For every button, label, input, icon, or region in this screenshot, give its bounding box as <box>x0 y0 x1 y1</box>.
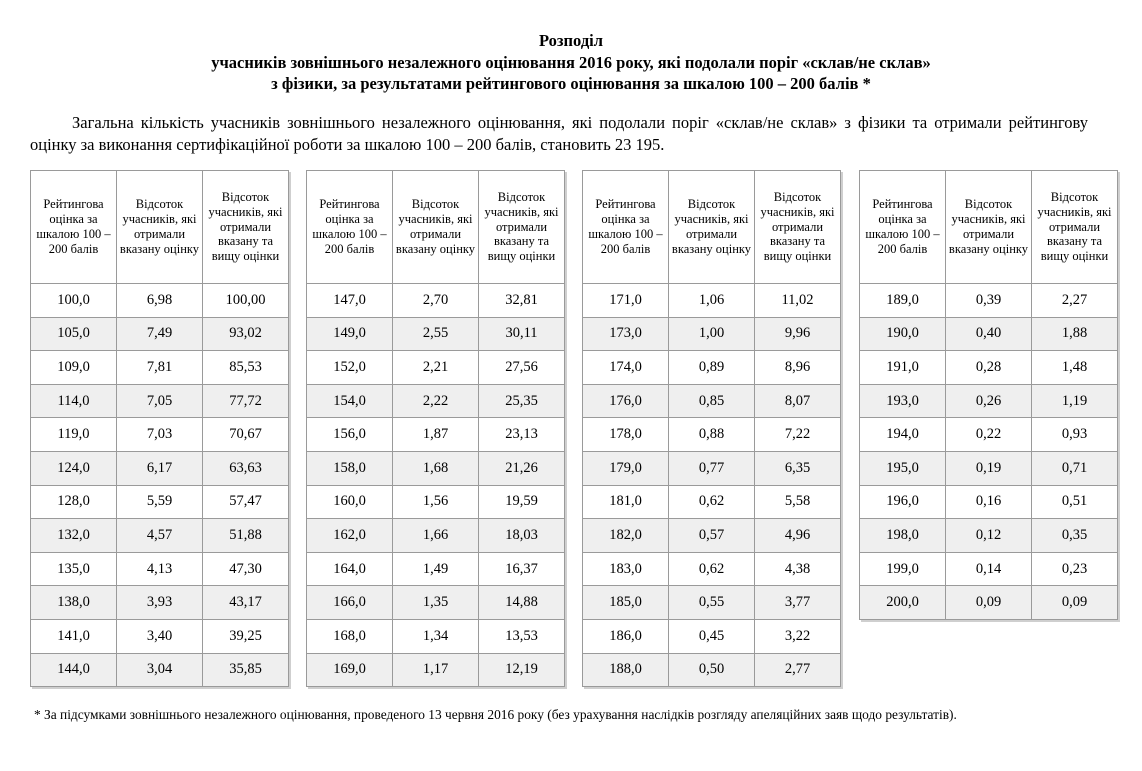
table-row <box>583 619 841 653</box>
header-score: Рейтингова оцінка за шкалою 100 – 200 балів <box>860 171 946 284</box>
percent-cell: 0,88 <box>669 418 755 452</box>
percent-cell: 5,59 <box>117 485 203 519</box>
cumulative-cell: 39,25 <box>203 619 289 653</box>
table-row <box>31 586 289 620</box>
table-header-row <box>860 171 1118 284</box>
percent-cell: 0,12 <box>946 519 1032 553</box>
percent-cell: 1,17 <box>393 653 479 687</box>
header-cumulative: Відсоток учасників, які отримали вказану та вищу оцінки <box>479 171 565 284</box>
table-row <box>31 284 289 318</box>
cumulative-cell: 51,88 <box>203 519 289 553</box>
cumulative-cell: 8,96 <box>755 351 841 385</box>
score-table-2 <box>306 170 565 687</box>
cumulative-cell: 0,51 <box>1032 485 1118 519</box>
percent-cell: 0,85 <box>669 384 755 418</box>
score-cell: 147,0 <box>307 284 393 318</box>
score-cell: 190,0 <box>860 317 946 351</box>
table-row <box>860 418 1118 452</box>
cumulative-cell: 63,63 <box>203 451 289 485</box>
score-cell: 188,0 <box>583 653 669 687</box>
score-cell: 144,0 <box>31 653 117 687</box>
score-cell: 149,0 <box>307 317 393 351</box>
cumulative-cell: 1,48 <box>1032 351 1118 385</box>
table-row <box>860 317 1118 351</box>
cumulative-cell: 25,35 <box>479 384 565 418</box>
percent-cell: 6,17 <box>117 451 203 485</box>
cumulative-cell: 2,77 <box>755 653 841 687</box>
table-row <box>31 485 289 519</box>
cumulative-cell: 16,37 <box>479 552 565 586</box>
percent-cell: 0,62 <box>669 485 755 519</box>
percent-cell: 0,28 <box>946 351 1032 385</box>
percent-cell: 7,05 <box>117 384 203 418</box>
percent-cell: 2,22 <box>393 384 479 418</box>
table-row <box>583 451 841 485</box>
table-row <box>307 619 565 653</box>
score-cell: 156,0 <box>307 418 393 452</box>
score-cell: 154,0 <box>307 384 393 418</box>
table-row <box>583 384 841 418</box>
table-body <box>307 284 565 687</box>
table-row <box>860 451 1118 485</box>
score-cell: 193,0 <box>860 384 946 418</box>
table-row <box>860 384 1118 418</box>
table-row <box>583 519 841 553</box>
table-row <box>31 519 289 553</box>
header-score: Рейтингова оцінка за шкалою 100 – 200 балів <box>583 171 669 284</box>
cumulative-cell: 14,88 <box>479 586 565 620</box>
percent-cell: 0,40 <box>946 317 1032 351</box>
cumulative-cell: 57,47 <box>203 485 289 519</box>
score-cell: 185,0 <box>583 586 669 620</box>
cumulative-cell: 43,17 <box>203 586 289 620</box>
score-table-3 <box>582 170 841 687</box>
percent-cell: 6,98 <box>117 284 203 318</box>
percent-cell: 0,89 <box>669 351 755 385</box>
table-header-row <box>307 171 565 284</box>
header-percent: Відсоток учасників, які отримали вказану оцінку <box>393 171 479 284</box>
cumulative-cell: 0,23 <box>1032 552 1118 586</box>
score-cell: 189,0 <box>860 284 946 318</box>
percent-cell: 0,16 <box>946 485 1032 519</box>
percent-cell: 1,35 <box>393 586 479 620</box>
cumulative-cell: 8,07 <box>755 384 841 418</box>
table-row <box>860 485 1118 519</box>
table-row <box>860 284 1118 318</box>
percent-cell: 7,03 <box>117 418 203 452</box>
table-row <box>583 552 841 586</box>
score-cell: 173,0 <box>583 317 669 351</box>
table-row <box>31 418 289 452</box>
percent-cell: 0,26 <box>946 384 1032 418</box>
score-cell: 183,0 <box>583 552 669 586</box>
percent-cell: 1,00 <box>669 317 755 351</box>
score-cell: 135,0 <box>31 552 117 586</box>
table-row <box>583 418 841 452</box>
score-cell: 182,0 <box>583 519 669 553</box>
table-body <box>860 284 1118 620</box>
cumulative-cell: 32,81 <box>479 284 565 318</box>
score-cell: 105,0 <box>31 317 117 351</box>
table-row <box>31 451 289 485</box>
percent-cell: 0,55 <box>669 586 755 620</box>
percent-cell: 2,21 <box>393 351 479 385</box>
header-score: Рейтингова оцінка за шкалою 100 – 200 балів <box>31 171 117 284</box>
score-cell: 114,0 <box>31 384 117 418</box>
score-cell: 168,0 <box>307 619 393 653</box>
score-cell: 166,0 <box>307 586 393 620</box>
score-cell: 195,0 <box>860 451 946 485</box>
cumulative-cell: 0,35 <box>1032 519 1118 553</box>
cumulative-cell: 12,19 <box>479 653 565 687</box>
cumulative-cell: 1,88 <box>1032 317 1118 351</box>
cumulative-cell: 7,22 <box>755 418 841 452</box>
table-row <box>307 552 565 586</box>
percent-cell: 0,22 <box>946 418 1032 452</box>
percent-cell: 1,34 <box>393 619 479 653</box>
table-row <box>860 552 1118 586</box>
score-cell: 119,0 <box>31 418 117 452</box>
score-cell: 171,0 <box>583 284 669 318</box>
score-cell: 181,0 <box>583 485 669 519</box>
score-cell: 179,0 <box>583 451 669 485</box>
cumulative-cell: 2,27 <box>1032 284 1118 318</box>
cumulative-cell: 0,09 <box>1032 586 1118 620</box>
table-row <box>307 519 565 553</box>
cumulative-cell: 21,26 <box>479 451 565 485</box>
percent-cell: 3,93 <box>117 586 203 620</box>
header-percent: Відсоток учасників, які отримали вказану оцінку <box>117 171 203 284</box>
cumulative-cell: 100,00 <box>203 284 289 318</box>
percent-cell: 4,57 <box>117 519 203 553</box>
cumulative-cell: 4,96 <box>755 519 841 553</box>
table-header-row <box>583 171 841 284</box>
score-cell: 158,0 <box>307 451 393 485</box>
table-row <box>31 317 289 351</box>
cumulative-cell: 27,56 <box>479 351 565 385</box>
footnote: * За підсумками зовнішнього незалежного оцінювання, проведеного 13 червня 2016 року (без урахування наслідків розгляду апеляційних заяв щодо результатів). <box>34 707 957 722</box>
percent-cell: 0,19 <box>946 451 1032 485</box>
header-percent: Відсоток учасників, які отримали вказану оцінку <box>669 171 755 284</box>
score-cell: 138,0 <box>31 586 117 620</box>
cumulative-cell: 47,30 <box>203 552 289 586</box>
score-cell: 160,0 <box>307 485 393 519</box>
percent-cell: 2,70 <box>393 284 479 318</box>
cumulative-cell: 1,19 <box>1032 384 1118 418</box>
table-row <box>583 351 841 385</box>
table-row <box>307 485 565 519</box>
score-cell: 178,0 <box>583 418 669 452</box>
cumulative-cell: 23,13 <box>479 418 565 452</box>
percent-cell: 3,04 <box>117 653 203 687</box>
table-row <box>307 351 565 385</box>
score-cell: 176,0 <box>583 384 669 418</box>
score-table-1 <box>30 170 289 687</box>
table-row <box>31 384 289 418</box>
table-row <box>583 317 841 351</box>
table-body <box>31 284 289 687</box>
percent-cell: 0,09 <box>946 586 1032 620</box>
cumulative-cell: 18,03 <box>479 519 565 553</box>
table-row <box>307 418 565 452</box>
percent-cell: 0,57 <box>669 519 755 553</box>
cumulative-cell: 6,35 <box>755 451 841 485</box>
score-cell: 141,0 <box>31 619 117 653</box>
cumulative-cell: 5,58 <box>755 485 841 519</box>
cumulative-cell: 85,53 <box>203 351 289 385</box>
percent-cell: 1,49 <box>393 552 479 586</box>
table-body <box>583 284 841 687</box>
percent-cell: 7,49 <box>117 317 203 351</box>
table-row <box>860 519 1118 553</box>
score-cell: 128,0 <box>31 485 117 519</box>
percent-cell: 0,50 <box>669 653 755 687</box>
header-cumulative: Відсоток учасників, які отримали вказану та вищу оцінки <box>755 171 841 284</box>
percent-cell: 1,87 <box>393 418 479 452</box>
percent-cell: 0,39 <box>946 284 1032 318</box>
score-cell: 196,0 <box>860 485 946 519</box>
cumulative-cell: 77,72 <box>203 384 289 418</box>
score-cell: 152,0 <box>307 351 393 385</box>
table-row <box>583 653 841 687</box>
percent-cell: 1,56 <box>393 485 479 519</box>
score-cell: 199,0 <box>860 552 946 586</box>
cumulative-cell: 19,59 <box>479 485 565 519</box>
score-cell: 198,0 <box>860 519 946 553</box>
title-line-2: учасників зовнішнього незалежного оцінювання 2016 року, які подолали поріг «склав/не склав» <box>211 52 931 72</box>
score-table-4 <box>859 170 1118 620</box>
percent-cell: 1,06 <box>669 284 755 318</box>
table-row <box>307 653 565 687</box>
score-cell: 132,0 <box>31 519 117 553</box>
percent-cell: 1,66 <box>393 519 479 553</box>
table-row <box>31 619 289 653</box>
percent-cell: 7,81 <box>117 351 203 385</box>
cumulative-cell: 3,77 <box>755 586 841 620</box>
percent-cell: 2,55 <box>393 317 479 351</box>
document-title <box>0 30 1142 95</box>
header-cumulative: Відсоток учасників, які отримали вказану та вищу оцінки <box>1032 171 1118 284</box>
title-line-3: з фізики, за результатами рейтингового оцінювання за шкалою 100 – 200 балів * <box>271 74 871 93</box>
table-row <box>31 653 289 687</box>
percent-cell: 1,68 <box>393 451 479 485</box>
cumulative-cell: 11,02 <box>755 284 841 318</box>
percent-cell: 0,14 <box>946 552 1032 586</box>
score-cell: 169,0 <box>307 653 393 687</box>
cumulative-cell: 0,93 <box>1032 418 1118 452</box>
table-row <box>31 351 289 385</box>
header-percent: Відсоток учасників, які отримали вказану оцінку <box>946 171 1032 284</box>
cumulative-cell: 0,71 <box>1032 451 1118 485</box>
table-row <box>583 284 841 318</box>
table-row <box>583 586 841 620</box>
cumulative-cell: 93,02 <box>203 317 289 351</box>
table-row <box>307 384 565 418</box>
header-score: Рейтингова оцінка за шкалою 100 – 200 балів <box>307 171 393 284</box>
score-cell: 164,0 <box>307 552 393 586</box>
cumulative-cell: 70,67 <box>203 418 289 452</box>
score-cell: 124,0 <box>31 451 117 485</box>
table-row <box>860 586 1118 620</box>
cumulative-cell: 4,38 <box>755 552 841 586</box>
percent-cell: 4,13 <box>117 552 203 586</box>
score-cell: 191,0 <box>860 351 946 385</box>
title-line-1: Розподіл <box>538 31 604 50</box>
table-row <box>307 317 565 351</box>
percent-cell: 0,77 <box>669 451 755 485</box>
cumulative-cell: 9,96 <box>755 317 841 351</box>
table-row <box>583 485 841 519</box>
score-cell: 186,0 <box>583 619 669 653</box>
table-row <box>307 284 565 318</box>
score-cell: 109,0 <box>31 351 117 385</box>
table-row <box>307 451 565 485</box>
cumulative-cell: 30,11 <box>479 317 565 351</box>
cumulative-cell: 13,53 <box>479 619 565 653</box>
table-header-row <box>31 171 289 284</box>
percent-cell: 3,40 <box>117 619 203 653</box>
score-cell: 100,0 <box>31 284 117 318</box>
percent-cell: 0,45 <box>669 619 755 653</box>
table-row <box>860 351 1118 385</box>
score-cell: 174,0 <box>583 351 669 385</box>
score-cell: 162,0 <box>307 519 393 553</box>
percent-cell: 0,62 <box>669 552 755 586</box>
score-cell: 194,0 <box>860 418 946 452</box>
intro-paragraph: Загальна кількість учасників зовнішнього незалежного оцінювання, які подолали поріг «склав/не склав» з фізики та отримали рейтингову оцінку за виконання сертифікаційної роботи за шкалою 100 – 200 балів, становить 23 195. <box>30 113 1088 154</box>
table-row <box>307 586 565 620</box>
cumulative-cell: 35,85 <box>203 653 289 687</box>
table-row <box>31 552 289 586</box>
score-cell: 200,0 <box>860 586 946 620</box>
header-cumulative: Відсоток учасників, які отримали вказану та вищу оцінки <box>203 171 289 284</box>
cumulative-cell: 3,22 <box>755 619 841 653</box>
